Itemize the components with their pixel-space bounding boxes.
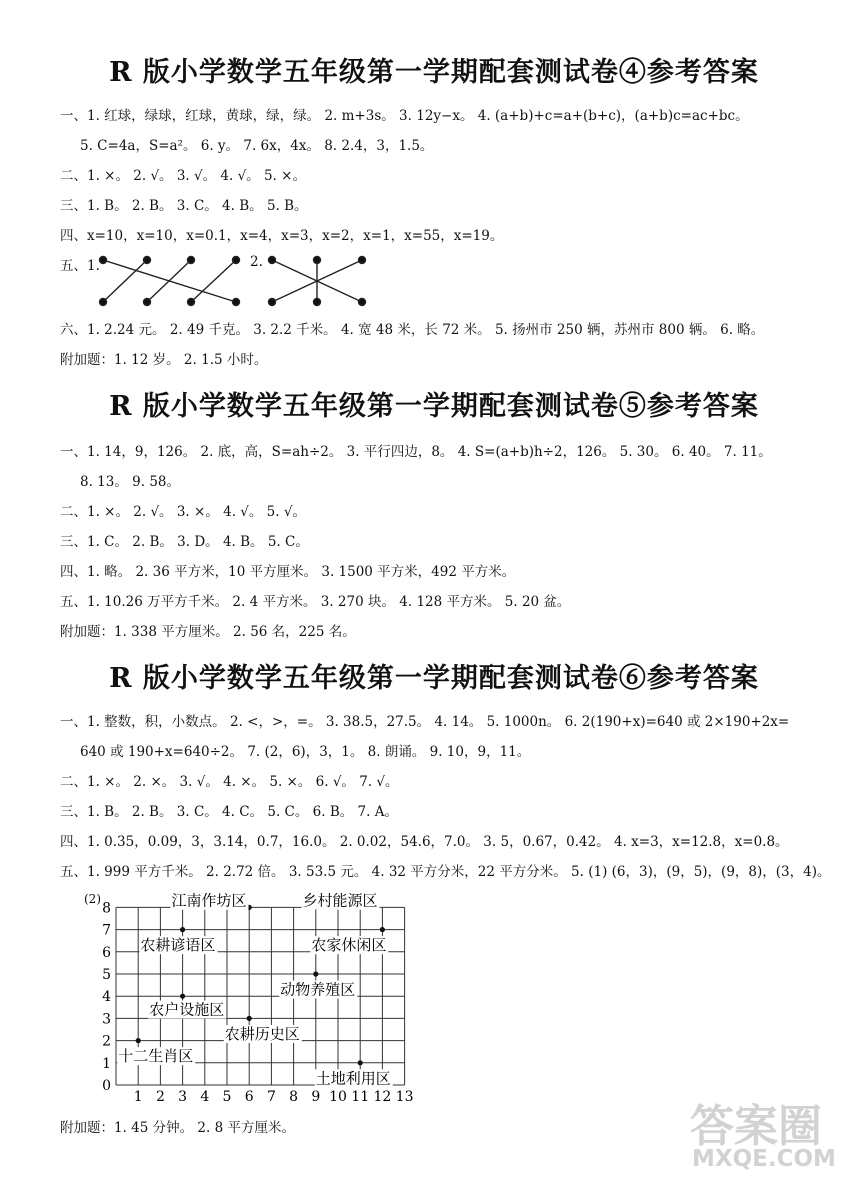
s4-line-3: 二、1. ×。 2. √。 3. √。 4. √。 5. ×。	[60, 168, 306, 184]
s4-line-7: 六、1. 2.24 元。 2. 49 千克。 3. 2.2 千米。 4. 宽 48 米，长 72 米。 5. 扬州市 250 辆，苏州市 800 辆。 6. 略。	[60, 322, 765, 338]
watermark	[680, 1090, 860, 1180]
watermark-logo: 答案圈	[690, 1101, 822, 1152]
s4-line-6: 五、1.	[60, 258, 100, 274]
y-tick-label: 7	[102, 922, 111, 939]
s6-line-7: 附加题：1. 45 分钟。 2. 8 平方厘米。	[60, 1120, 295, 1136]
section-5-title: R 版小学数学五年级第一学期配套测试卷⑤参考答案	[109, 391, 759, 422]
coordinate-grid	[100, 890, 420, 1105]
y-tick-label: 1	[102, 1055, 111, 1072]
y-tick-label: 8	[102, 900, 111, 917]
s4-line-2: 5. C=4a，S=a²。 6. y。 7. 6x，4x。 8. 2.4，3，1.5。	[80, 138, 434, 154]
grid-point	[358, 1060, 363, 1065]
s5-line-4: 三、1. C。 2. B。 3. D。 4. B。 5. C。	[60, 534, 309, 550]
s5-line-2: 8. 13。 9. 58。	[80, 474, 180, 490]
x-tick-label: 4	[200, 1089, 210, 1105]
area-label: 农户设施区	[149, 1000, 225, 1019]
x-tick-label: 2	[155, 1089, 165, 1105]
s4-line-5: 四、x=10，x=10，x=0.1，x=4，x=3，x=2，x=1，x=55，x=19。	[60, 228, 504, 244]
s6-line-2: 640 或 190+x=640÷2。 7. (2，6)，3，1。 8. 朗诵。 9. 10，9，11。	[80, 744, 531, 760]
s5-line-5: 四、1. 略。 2. 36 平方米，10 平方厘米。 3. 1500 平方米，492 平方米。	[60, 564, 516, 580]
y-tick-label: 3	[102, 1011, 111, 1028]
grid-point	[313, 971, 318, 976]
area-label: 动物养殖区	[280, 980, 356, 999]
x-tick-label: 7	[266, 1089, 276, 1105]
y-tick-label: 0	[102, 1078, 111, 1094]
area-label: 农耕历史区	[224, 1024, 300, 1043]
grid-point	[247, 1016, 252, 1021]
area-label: 农耕谚语区	[140, 936, 216, 955]
area-label: 乡村能源区	[302, 891, 378, 910]
y-tick-label: 2	[102, 1033, 111, 1050]
s5-line-1: 一、1. 14，9，126。 2. 底，高，S=ah÷2。 3. 平行四边，8。 4. S=(a+b)h÷2，126。 5. 30。 6. 40。 7. 11。	[60, 444, 772, 460]
grid-point	[380, 927, 385, 932]
grid-point	[136, 1038, 141, 1043]
area-label: 农家休闲区	[311, 936, 387, 955]
s5-line-3: 二、1. ×。 2. √。 3. ×。 4. √。 5. √。	[60, 504, 306, 520]
grid-point	[180, 927, 185, 932]
s6-line-6: 五、1. 999 平方千米。 2. 2.72 倍。 3. 53.5 元。 4. 32 平方分米，22 平方分米。 5. (1) (6，3)，(9，5)，(9，8)，(3，4)。	[60, 864, 831, 880]
s6-line-4: 三、1. B。 2. B。 3. C。 4. C。 5. C。 6. B。 7. A。	[60, 804, 398, 820]
s6-line-3: 二、1. ×。 2. ×。 3. √。 4. ×。 5. ×。 6. √。 7. √。	[60, 774, 399, 790]
grid-point	[180, 994, 185, 999]
s4-line-1: 一、1. 红球，绿球，红球，黄球，绿，绿。 2. m+3s。 3. 12y−x。 4. (a+b)+c=a+(b+c)，(a+b)c=ac+bc。	[60, 108, 749, 124]
grid-caption: (2)	[84, 892, 101, 906]
s4-line-4: 三、1. B。 2. B。 3. C。 4. B。 5. B。	[60, 198, 308, 214]
watermark-url: MXQE.COM	[692, 1146, 836, 1172]
x-tick-label: 11	[351, 1089, 370, 1105]
x-tick-label: 10	[329, 1089, 347, 1105]
section-6-title: R 版小学数学五年级第一学期配套测试卷⑥参考答案	[109, 663, 759, 694]
y-tick-label: 4	[102, 989, 111, 1006]
area-label: 土地利用区	[315, 1069, 391, 1088]
x-tick-label: 3	[178, 1089, 188, 1105]
x-tick-label: 5	[222, 1089, 232, 1105]
area-label: 江南作坊区	[171, 891, 247, 910]
s4-matching-2-label: 2.	[250, 254, 263, 270]
x-tick-label: 8	[289, 1089, 299, 1105]
x-tick-label: 1	[133, 1089, 143, 1105]
s5-line-6: 五、1. 10.26 万平方千米。 2. 4 平方米。 3. 270 块。 4. 128 平方米。 5. 20 盆。	[60, 594, 571, 610]
s6-line-5: 四、1. 0.35，0.09，3，3.14，0.7，16.0。 2. 0.02，54.6，7.0。 3. 5，0.67，0.42。 4. x=3，x=12.8，x=0.8。	[60, 834, 789, 850]
y-tick-label: 6	[102, 944, 111, 961]
s4-line-8: 附加题：1. 12 岁。 2. 1.5 小时。	[60, 352, 268, 368]
s6-line-1: 一、1. 整数，积，小数点。 2. <，>，=。 3. 38.5，27.5。 4. 14。 5. 1000n。 6. 2(190+x)=640 或 2×190+2x=	[60, 714, 790, 730]
x-tick-label: 13	[395, 1089, 414, 1105]
s5-line-7: 附加题：1. 338 平方厘米。 2. 56 名，225 名。	[60, 624, 356, 640]
area-label: 十二生肖区	[118, 1047, 194, 1066]
x-tick-label: 6	[244, 1089, 254, 1105]
section-4-title: R 版小学数学五年级第一学期配套测试卷④参考答案	[109, 57, 759, 88]
x-tick-label: 12	[373, 1089, 392, 1105]
x-tick-label: 9	[311, 1089, 321, 1105]
y-tick-label: 5	[102, 967, 111, 983]
